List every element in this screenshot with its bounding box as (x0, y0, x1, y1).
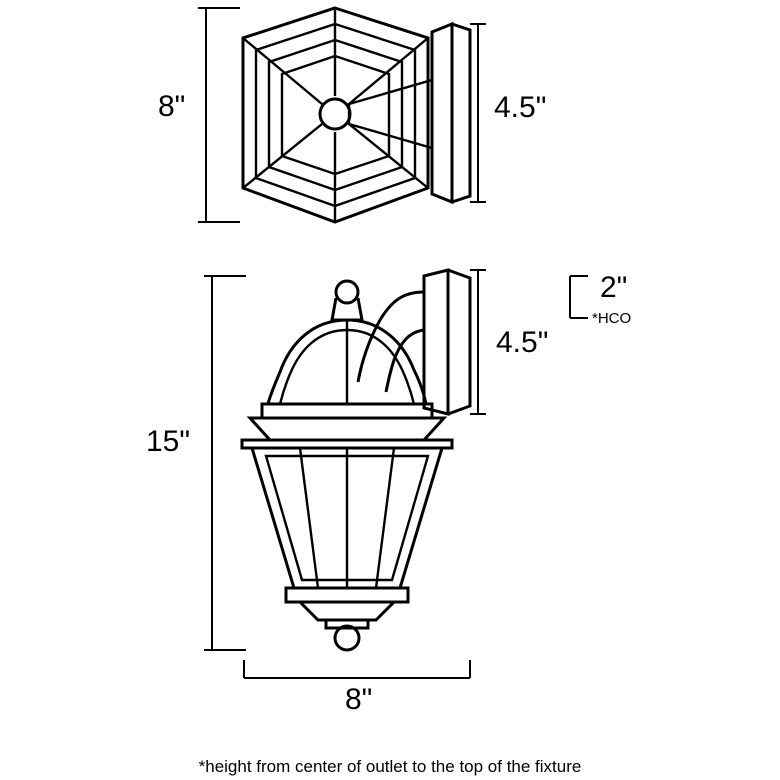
side-view-collar (242, 404, 452, 448)
top-view-backplate (432, 24, 470, 202)
top-view-depth-label: 4.5" (494, 91, 547, 124)
side-view-width-dimension (244, 660, 470, 678)
side-view-backplate-depth-dimension (470, 270, 486, 414)
side-view-width-label: 8" (345, 683, 373, 716)
side-view-backplate (424, 270, 470, 414)
side-view-outlet-note: *HCO (592, 310, 632, 327)
side-view-bottom-finial (335, 626, 359, 650)
top-view-depth-dimension (470, 24, 486, 202)
side-view-outlet-label: 2" (600, 271, 628, 304)
top-view-height-dimension (198, 8, 240, 222)
side-view-bottom-rim (286, 588, 408, 628)
side-view-hood (268, 320, 426, 404)
side-view-arm (358, 292, 424, 392)
top-view-spokes (243, 8, 428, 222)
side-view-height-label: 15" (146, 425, 191, 458)
side-view-backplate-depth-label: 4.5" (496, 326, 549, 359)
top-view-arm (349, 80, 432, 148)
top-view-height-label: 8" (158, 90, 186, 123)
side-view-outlet-dimension (570, 276, 588, 318)
side-view-height-dimension (204, 276, 246, 650)
side-view-top-finial (332, 281, 362, 320)
side-view-glass-body (252, 448, 442, 588)
footnote: *height from center of outlet to the top of the fixture (198, 757, 582, 776)
top-view-center-hub (320, 99, 350, 129)
